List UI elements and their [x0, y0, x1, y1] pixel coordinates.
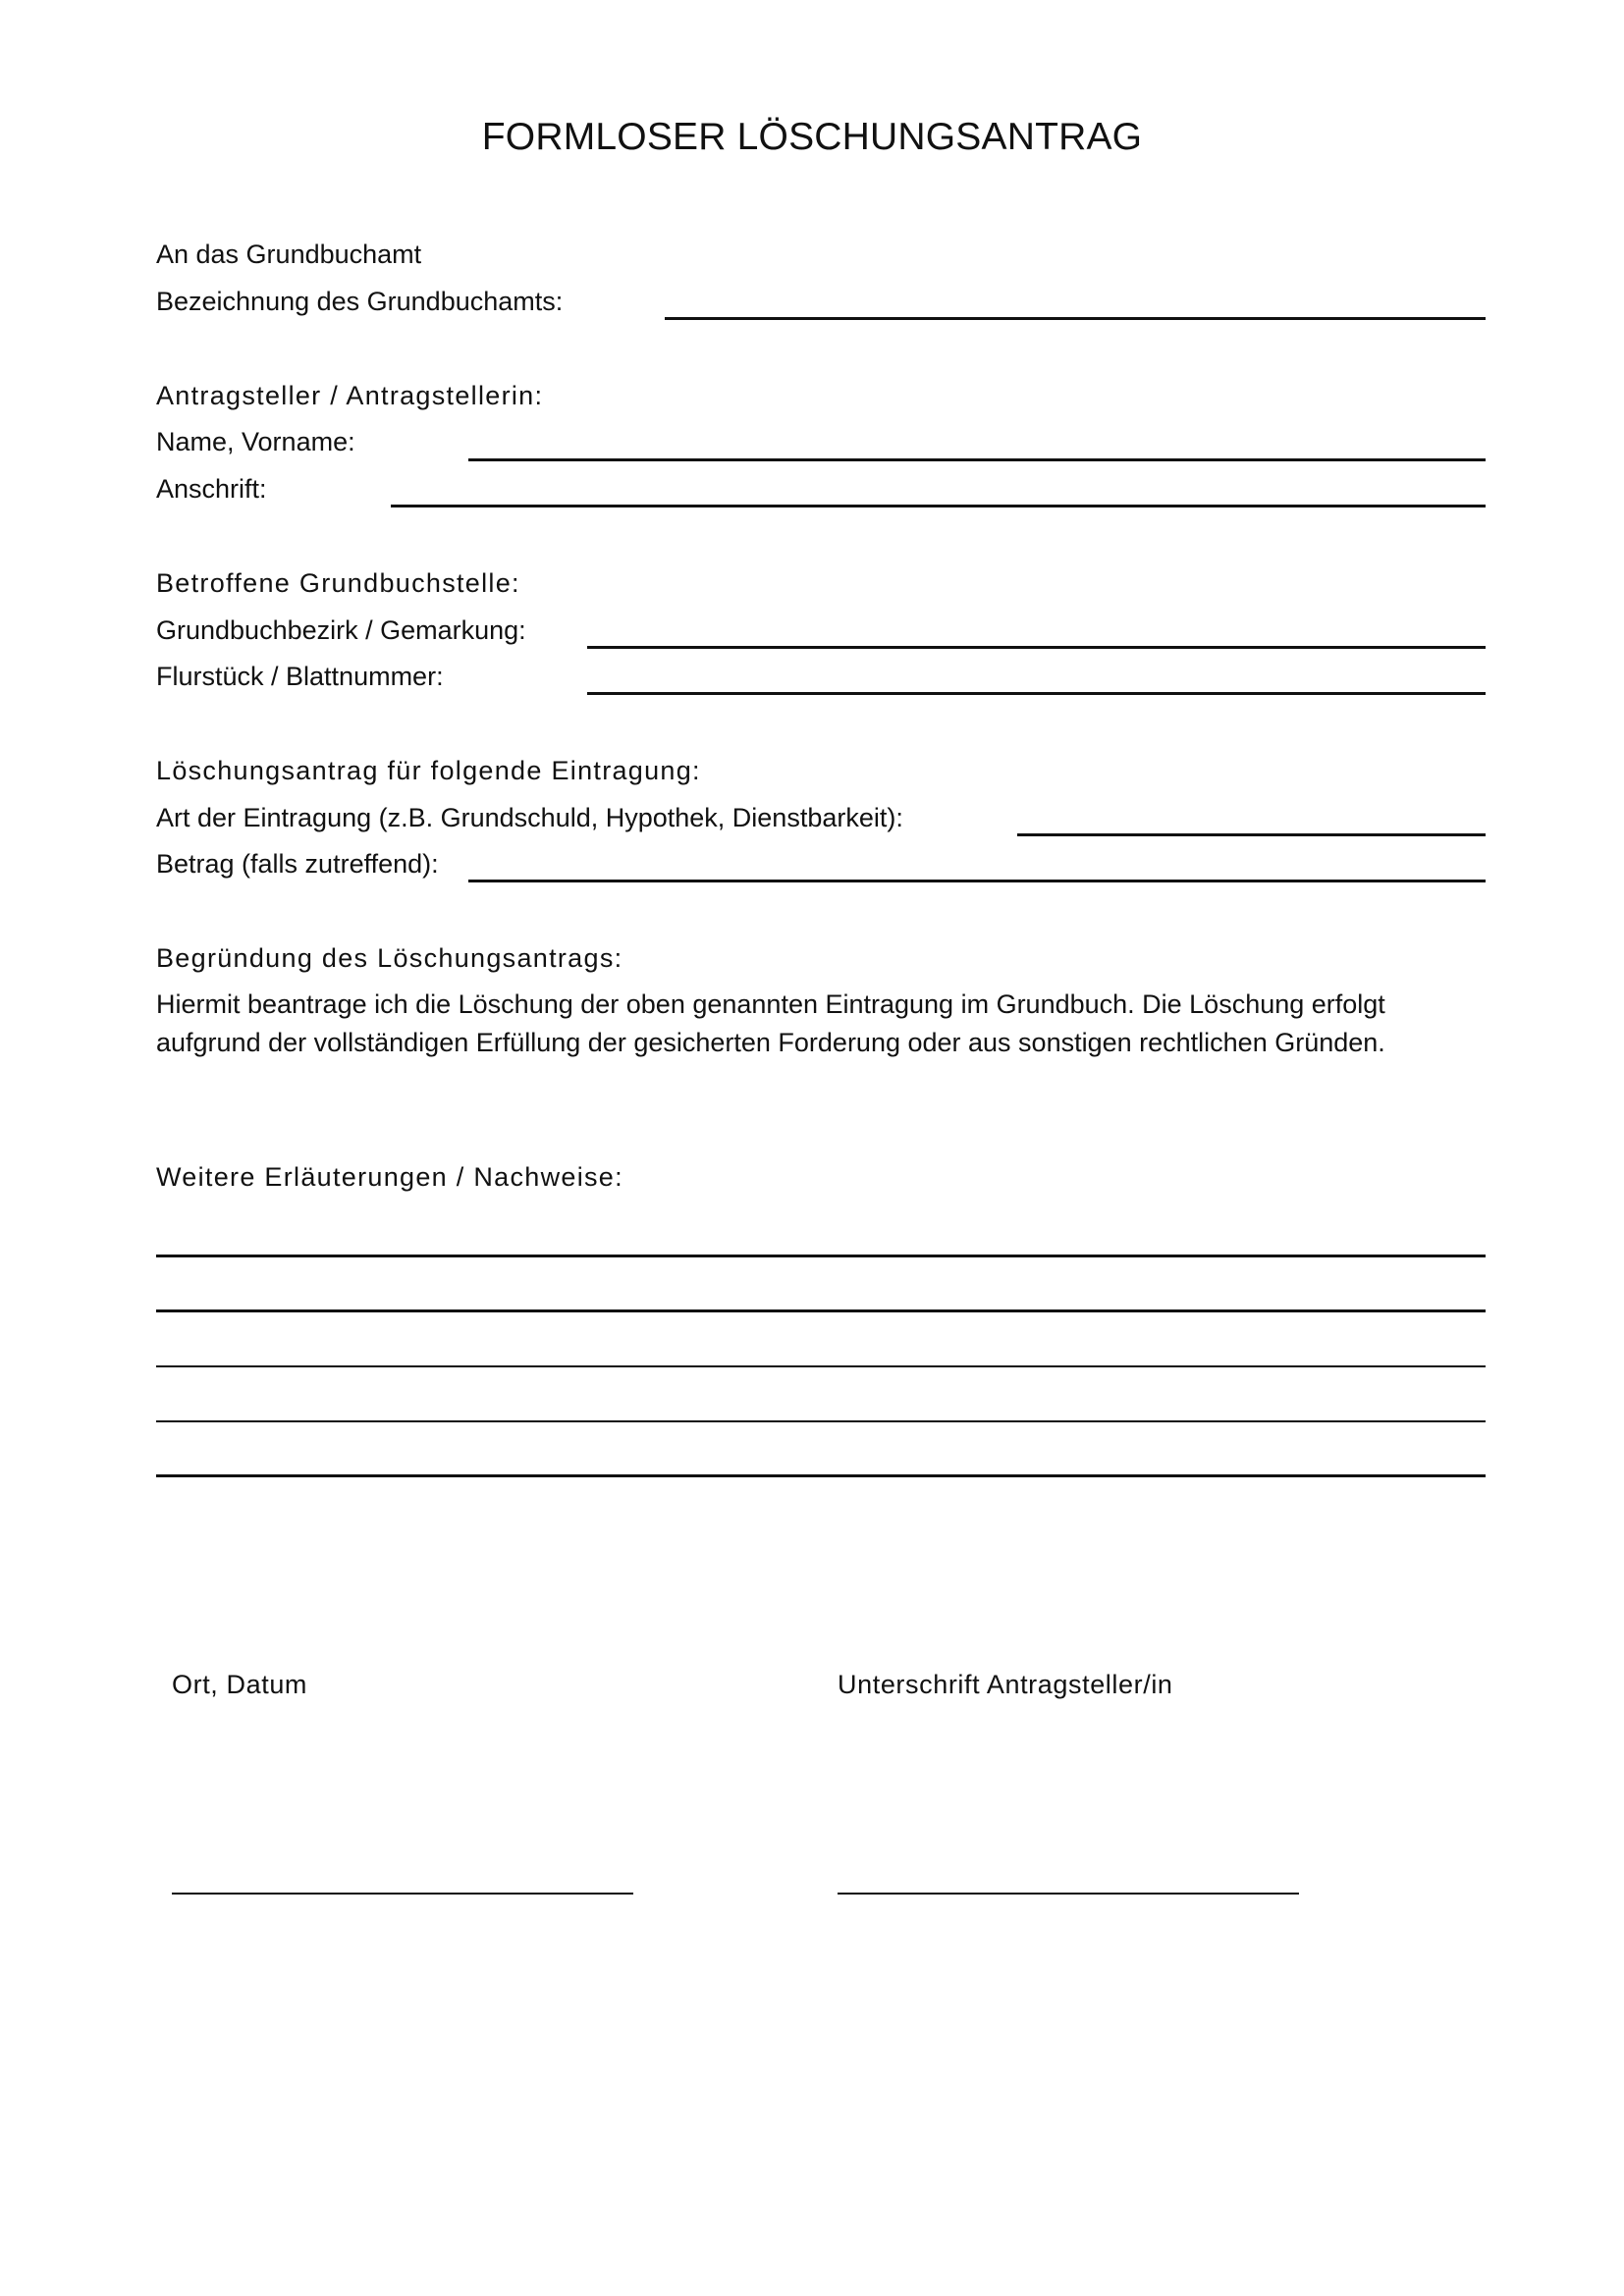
land-register-parcel-field[interactable] — [587, 692, 1486, 695]
signature-label: Unterschrift Antragsteller/in — [838, 1670, 1173, 1699]
office-to-label: An das Grundbuchamt — [156, 240, 422, 269]
land-register-heading: Betroffene Grundbuchstelle: — [156, 568, 520, 598]
entry-type-field[interactable] — [1017, 833, 1486, 836]
notes-line-4[interactable] — [156, 1420, 1486, 1422]
notes-heading: Weitere Erläuterungen / Nachweise: — [156, 1162, 623, 1192]
entry-heading: Löschungsantrag für folgende Eintragung: — [156, 756, 701, 785]
applicant-address-label: Anschrift: — [156, 474, 267, 504]
notes-line-5[interactable] — [156, 1474, 1486, 1477]
reason-heading: Begründung des Löschungsantrags: — [156, 943, 623, 973]
entry-amount-field[interactable] — [468, 880, 1486, 882]
land-register-district-label: Grundbuchbezirk / Gemarkung: — [156, 615, 526, 645]
place-date-label: Ort, Datum — [172, 1670, 308, 1699]
notes-line-2[interactable] — [156, 1309, 1486, 1312]
land-register-parcel-label: Flurstück / Blattnummer: — [156, 662, 444, 691]
applicant-heading: Antragsteller / Antragstellerin: — [156, 381, 544, 410]
applicant-address-field[interactable] — [391, 505, 1486, 507]
reason-text: Hiermit beantrage ich die Löschung der oben genannten Eintragung im Grundbuch. Die Löschung erfolgt aufgrund der vollständigen Erfüllung der gesicherten Forderung oder aus sonstigen rechtlichen Gründen. — [156, 989, 1385, 1057]
office-name-label: Bezeichnung des Grundbuchamts: — [156, 287, 564, 316]
page-title: FORMLOSER LÖSCHUNGSANTRAG — [481, 116, 1143, 158]
land-register-district-field[interactable] — [587, 646, 1486, 649]
applicant-name-field[interactable] — [468, 458, 1486, 461]
place-date-field[interactable] — [172, 1893, 633, 1895]
office-name-field[interactable] — [665, 317, 1486, 320]
entry-type-label: Art der Eintragung (z.B. Grundschuld, Hypothek, Dienstbarkeit): — [156, 803, 903, 832]
signature-field[interactable] — [838, 1893, 1299, 1895]
notes-line-3[interactable] — [156, 1365, 1486, 1367]
notes-line-1[interactable] — [156, 1255, 1486, 1257]
applicant-name-label: Name, Vorname: — [156, 427, 355, 456]
entry-amount-label: Betrag (falls zutreffend): — [156, 849, 439, 879]
